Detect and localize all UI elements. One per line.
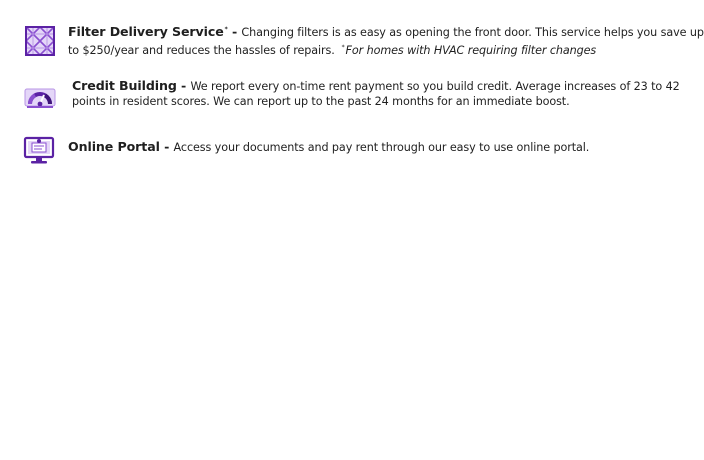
feature-credit-separator: -	[176, 78, 191, 93]
credit-gauge-icon	[23, 80, 57, 114]
feature-filter-description-line1: Changing filters is as easy as opening the front door. This service helps you save up	[241, 26, 704, 39]
feature-credit-text	[72, 78, 680, 109]
feature-portal-text	[68, 139, 589, 155]
feature-credit-title: Credit Building	[72, 78, 177, 93]
feature-filter-note-text: For homes with HVAC requiring filter changes	[345, 44, 597, 57]
feature-filter-line1	[68, 22, 704, 40]
filter-grid-icon	[23, 24, 57, 58]
feature-filter-title-mark: *	[224, 26, 228, 33]
feature-credit-description-line1: We report every on-time rent payment so you build credit. Average increases of 23 to 42	[190, 80, 680, 93]
feature-filter-separator: -	[227, 24, 242, 39]
feature-filter-description-line2: to $250/year and reduces the hassles of repairs.	[68, 44, 335, 57]
feature-credit-line2	[72, 94, 680, 109]
feature-portal-description-line1: Access your documents and pay rent through our easy to use online portal.	[173, 141, 590, 154]
feature-portal-line1	[68, 139, 589, 155]
feature-filter-title: Filter Delivery Service	[68, 24, 224, 39]
feature-credit-line1	[72, 78, 680, 94]
feature-filter-line2	[68, 40, 704, 58]
feature-filter-note-mark: *	[341, 44, 345, 51]
feature-portal-title: Online Portal	[68, 139, 160, 154]
feature-filter-note	[342, 44, 596, 57]
feature-credit-description-line2: points in resident scores. We can report up to the past 24 months for an immediate boost.	[72, 95, 570, 108]
feature-filter-text	[68, 22, 704, 58]
feature-portal-separator: -	[159, 139, 174, 154]
online-portal-monitor-icon	[22, 133, 56, 167]
